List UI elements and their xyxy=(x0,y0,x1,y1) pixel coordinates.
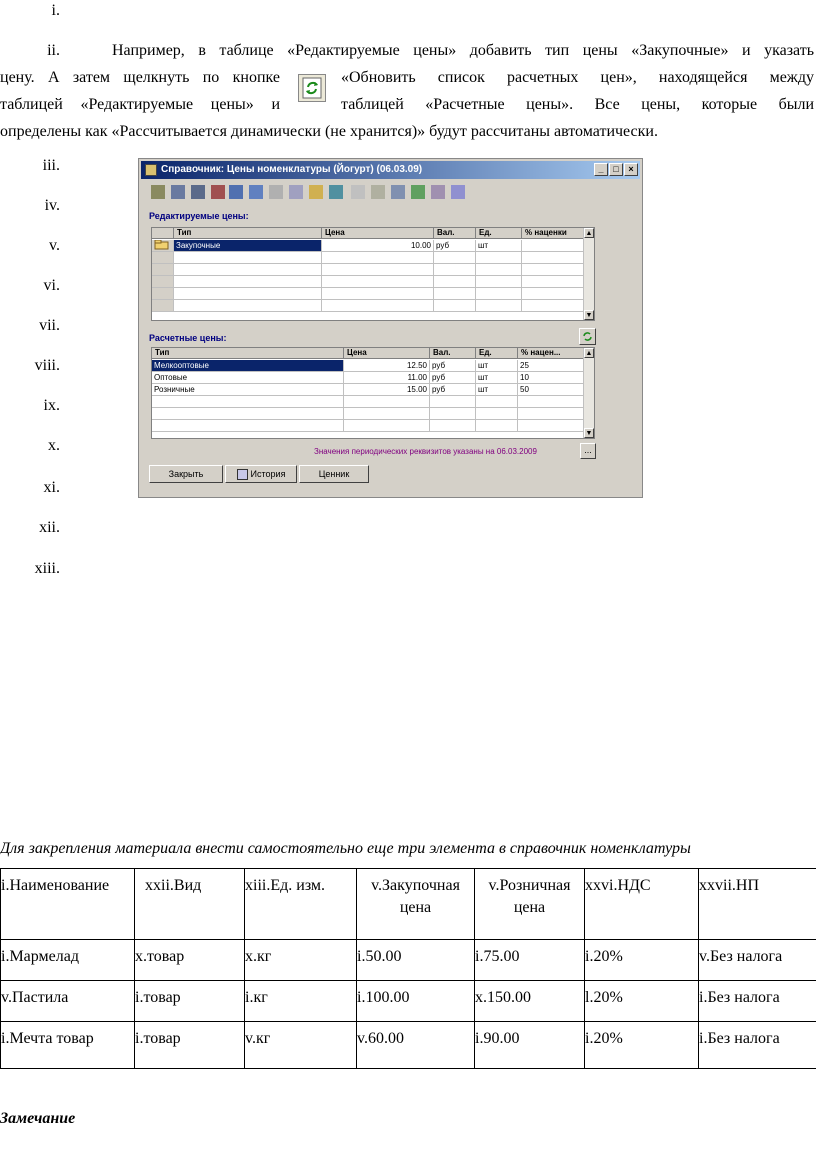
history-icon xyxy=(237,469,248,480)
folder-icon[interactable] xyxy=(309,185,323,199)
list-number: x. xyxy=(48,437,60,454)
nomenclature-table xyxy=(0,868,816,1069)
column-header[interactable]: Вал. xyxy=(434,228,476,239)
table-cell: i.Мармелад xyxy=(1,940,135,981)
editable-prices-table[interactable] xyxy=(151,227,595,321)
toolbar xyxy=(143,183,638,203)
list-number: vii. xyxy=(39,317,60,334)
list-number: iv. xyxy=(44,197,60,214)
settings-icon[interactable] xyxy=(411,185,425,199)
table-row xyxy=(1,981,816,1022)
header-line: v.Розничная xyxy=(488,877,571,894)
price-type-cell[interactable]: Оптовые xyxy=(152,372,344,383)
column-header[interactable]: Тип xyxy=(174,228,322,239)
table-cell: x.товар xyxy=(135,940,245,981)
table-cell: l.20% xyxy=(585,981,699,1022)
list-number: vi. xyxy=(43,277,60,294)
copy-row-icon[interactable] xyxy=(171,185,185,199)
table-row[interactable] xyxy=(152,360,584,372)
price-tag-button[interactable]: Ценник xyxy=(299,465,369,483)
table-cell: i.Без налога xyxy=(699,981,816,1022)
minimize-button[interactable]: _ xyxy=(594,163,608,176)
scroll-down-icon[interactable]: ▼ xyxy=(585,312,593,319)
table-cell: x.150.00 xyxy=(475,981,585,1022)
list-number: iii. xyxy=(42,157,60,174)
table-cell: i.Без налога xyxy=(699,1022,816,1069)
scroll-up-icon[interactable]: ▲ xyxy=(585,230,593,237)
table-row[interactable] xyxy=(152,396,584,408)
prices-window xyxy=(138,158,643,498)
header-cell xyxy=(475,869,585,940)
table-row[interactable] xyxy=(152,240,584,252)
markup-cell[interactable]: 10 xyxy=(518,372,584,383)
edit-row-icon[interactable] xyxy=(191,185,205,199)
filter-icon[interactable] xyxy=(269,185,283,199)
table-cell: i.50.00 xyxy=(357,940,475,981)
table-row[interactable] xyxy=(152,408,584,420)
list-number: ii. xyxy=(47,42,60,59)
unit-cell[interactable]: шт xyxy=(476,360,518,371)
column-header[interactable]: % нацен... xyxy=(518,348,584,359)
scroll-up-icon[interactable]: ▲ xyxy=(585,350,593,357)
table-row[interactable] xyxy=(152,372,584,384)
column-header[interactable]: Ед. xyxy=(476,228,522,239)
table-cell: i.90.00 xyxy=(475,1022,585,1069)
table-cell: i.20% xyxy=(585,1022,699,1069)
vertical-scrollbar[interactable] xyxy=(583,348,594,438)
table-row[interactable] xyxy=(152,264,584,276)
close-button[interactable]: Закрыть xyxy=(149,465,223,483)
unit-cell[interactable]: шт xyxy=(476,372,518,383)
price-cell[interactable]: 15.00 xyxy=(344,384,430,395)
table-row[interactable] xyxy=(152,300,584,312)
price-type-cell[interactable]: Мелкооптовые xyxy=(152,360,344,371)
window-titlebar[interactable] xyxy=(141,161,640,179)
periodic-values-note: Значения периодических реквизитов указаны на 06.03.2009 xyxy=(314,447,537,456)
list-number: xii. xyxy=(39,519,60,536)
header-line: цена xyxy=(399,899,432,916)
folder-icon xyxy=(152,240,174,251)
table-cell: i.20% xyxy=(585,940,699,981)
list-number: viii. xyxy=(34,357,60,374)
table-header xyxy=(152,348,584,359)
header-cell: xxvii.НП xyxy=(699,869,816,940)
note-heading: Замечание xyxy=(0,1110,76,1127)
table-cell: x.кг xyxy=(245,940,357,981)
editable-prices-label: Редактируемые цены: xyxy=(149,211,249,221)
header-cell: i.Наименование xyxy=(1,869,135,940)
column-header[interactable]: Вал. xyxy=(430,348,476,359)
table-cell: i.кг xyxy=(245,981,357,1022)
price-type-cell[interactable]: Закупочные xyxy=(174,240,322,251)
currency-cell[interactable]: руб xyxy=(430,384,476,395)
paragraph-line: цену. А затем щелкнуть по кнопке xyxy=(0,69,280,86)
delete-row-icon[interactable] xyxy=(211,185,225,199)
column-header[interactable]: Цена xyxy=(344,348,430,359)
unit-cell[interactable]: шт xyxy=(476,240,522,251)
table-cell: i.Мечта товар xyxy=(1,1022,135,1069)
header-cell: xxvi.НДС xyxy=(585,869,699,940)
markup-cell[interactable]: 25 xyxy=(518,360,584,371)
table-row xyxy=(1,940,816,981)
markup-cell[interactable] xyxy=(522,240,584,251)
refresh-icon xyxy=(580,329,595,344)
currency-cell[interactable]: руб xyxy=(430,372,476,383)
price-cell[interactable]: 12.50 xyxy=(344,360,430,371)
window-icon xyxy=(145,164,157,176)
column-header[interactable]: Ед. xyxy=(476,348,518,359)
table-cell: i.75.00 xyxy=(475,940,585,981)
table-row xyxy=(1,1022,816,1069)
currency-cell[interactable]: руб xyxy=(434,240,476,251)
header-line: v.Закупочная xyxy=(371,877,460,894)
refresh-calculated-prices-button[interactable] xyxy=(579,328,596,345)
list-number: v. xyxy=(49,237,60,254)
price-type-cell[interactable]: Розничные xyxy=(152,384,344,395)
table-row[interactable] xyxy=(152,420,584,432)
list-number: ix. xyxy=(43,397,60,414)
currency-cell[interactable]: руб xyxy=(430,360,476,371)
markup-cell[interactable]: 50 xyxy=(518,384,584,395)
header-cell xyxy=(357,869,475,940)
refresh-icon xyxy=(298,74,326,102)
history-button-label: История xyxy=(250,469,286,479)
document-icon[interactable] xyxy=(351,185,365,199)
table-cell: v.кг xyxy=(245,1022,357,1069)
periodic-date-button[interactable]: ... xyxy=(580,443,596,459)
maximize-button[interactable]: □ xyxy=(609,163,623,176)
paragraph-line: «Обновить список расчетных цен», находящейся между xyxy=(341,69,814,86)
tree-icon[interactable] xyxy=(391,185,405,199)
table-header xyxy=(152,228,584,239)
paragraph-line: таблицей «Расчетные цены». Все цены, которые были xyxy=(341,96,814,113)
header-cell: xiii.Ед. изм. xyxy=(245,869,357,940)
list-number: xi. xyxy=(43,479,60,496)
report-icon[interactable] xyxy=(371,185,385,199)
move-up-icon[interactable] xyxy=(229,185,243,199)
column-header[interactable]: Тип xyxy=(152,348,344,359)
window-title: Справочник: Цены номенклатуры (Йогурт) (06.03.09) xyxy=(161,164,423,175)
price-cell[interactable]: 10.00 xyxy=(322,240,434,251)
close-window-button[interactable]: × xyxy=(624,163,638,176)
sort-icon[interactable] xyxy=(289,185,303,199)
list-number: i. xyxy=(51,2,60,19)
table-cell: v.Без налога xyxy=(699,940,816,981)
scroll-down-icon[interactable]: ▼ xyxy=(585,430,593,437)
unit-cell[interactable]: шт xyxy=(476,384,518,395)
paragraph-line: таблицей «Редактируемые цены» и xyxy=(0,96,280,113)
new-row-icon[interactable] xyxy=(151,185,165,199)
header-line: цена xyxy=(513,899,546,916)
table-cell: i.товар xyxy=(135,1022,245,1069)
move-down-icon[interactable] xyxy=(249,185,263,199)
price-cell[interactable]: 11.00 xyxy=(344,372,430,383)
calculated-prices-label: Расчетные цены: xyxy=(149,333,227,343)
help-icon[interactable] xyxy=(451,185,465,199)
table-cell: i.100.00 xyxy=(357,981,475,1022)
history-button[interactable] xyxy=(225,465,297,483)
table-cell: v.Пастила xyxy=(1,981,135,1022)
table-header-row xyxy=(1,869,816,940)
instruction-text: Для закрепления материала внести самостоятельно еще три элемента в справочник номенклатуры xyxy=(0,840,691,857)
table-cell: i.товар xyxy=(135,981,245,1022)
history-icon[interactable] xyxy=(431,185,445,199)
calculated-prices-table[interactable] xyxy=(151,347,595,439)
table-cell: v.60.00 xyxy=(357,1022,475,1069)
table-row[interactable] xyxy=(152,252,584,264)
header-cell: xxii.Вид xyxy=(135,869,245,940)
vertical-scrollbar[interactable] xyxy=(583,228,594,320)
column-header[interactable]: % наценки xyxy=(522,228,584,239)
paragraph-line: Например, в таблице «Редактируемые цены» добавить тип цены «Закупочные» и указать xyxy=(112,42,814,59)
group-icon[interactable] xyxy=(329,185,343,199)
paragraph-line: определены как «Рассчитывается динамически (не хранится)» будут рассчитаны автоматически. xyxy=(0,123,658,140)
table-row[interactable] xyxy=(152,276,584,288)
table-row[interactable] xyxy=(152,384,584,396)
table-row[interactable] xyxy=(152,288,584,300)
column-header[interactable]: Цена xyxy=(322,228,434,239)
list-number: xiii. xyxy=(34,560,60,577)
